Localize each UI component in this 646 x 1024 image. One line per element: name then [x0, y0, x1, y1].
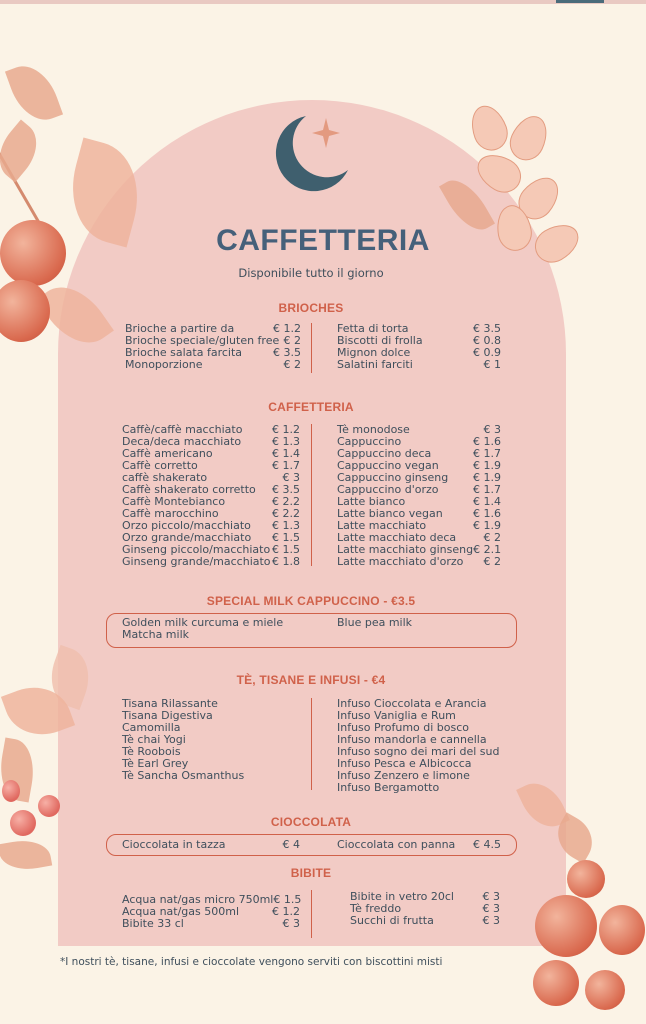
list-item: Latte macchiato deca € 2	[337, 531, 501, 544]
list-item: Cappuccino ginseng € 1.9	[337, 471, 501, 484]
list-item: Cappuccino deca € 1.7	[337, 447, 501, 460]
list-item: Brioche salata farcita € 3.5	[125, 346, 301, 359]
list-item: Matcha milk	[122, 628, 189, 641]
caffetteria-left-list	[122, 424, 300, 568]
section-title-te-tisane: TÈ, TISANE E INFUSI - €4	[236, 673, 386, 687]
list-item: Cioccolata in tazza € 4	[122, 838, 300, 851]
page-title: CAFFETTERIA	[216, 224, 430, 257]
list-item: Infuso Pesca e Albicocca	[337, 757, 472, 770]
footnote: *I nostri tè, tisane, infusi e cioccolate vengono serviti con biscottini misti	[60, 956, 443, 968]
list-item: Orzo grande/macchiato € 1.5	[122, 531, 300, 544]
special-left-list	[122, 617, 322, 641]
list-item: Camomilla	[122, 721, 181, 734]
divider	[311, 424, 312, 566]
bibite-left-list	[122, 894, 300, 930]
list-item: Mignon dolce € 0.9	[337, 346, 501, 359]
list-item: Salatini farciti € 1	[337, 358, 501, 371]
list-item: Biscotti di frolla € 0.8	[337, 334, 501, 347]
list-item: Infuso Zenzero e limone	[337, 769, 470, 782]
special-right-list	[337, 617, 497, 629]
list-item: Tè Earl Grey	[122, 757, 189, 770]
list-item: Latte macchiato € 1.9	[337, 519, 501, 532]
page-subtitle: Disponibile tutto il giorno	[238, 266, 384, 280]
cioccolata-right	[337, 839, 501, 851]
list-item: Caffè Montebianco € 2.2	[122, 495, 300, 508]
list-item: Caffè/caffè macchiato € 1.2	[122, 423, 300, 436]
list-item: Deca/deca macchiato € 1.3	[122, 435, 300, 448]
list-item: Tè monodose € 3	[337, 423, 501, 436]
bibite-right-list	[350, 891, 500, 927]
brioches-right-list	[337, 323, 501, 371]
section-title-bibite: BIBITE	[290, 866, 332, 880]
list-item: Brioche speciale/gluten free € 2	[125, 334, 301, 347]
list-item: caffè shakerato € 3	[122, 471, 300, 484]
list-item: Tè freddo € 3	[350, 902, 500, 915]
top-strip	[0, 0, 646, 4]
list-item: Latte bianco vegan € 1.6	[337, 507, 501, 520]
caffetteria-right-list	[337, 424, 501, 568]
moon-star-icon	[268, 110, 354, 196]
raspberry-branch-illustration	[0, 630, 120, 870]
list-item: Infuso sogno dei mari del sud	[337, 745, 500, 758]
top-strip-tab	[556, 0, 604, 3]
list-item: Caffè marocchino € 2.2	[122, 507, 300, 520]
list-item: Acqua nat/gas micro 750ml € 1.5	[122, 893, 302, 906]
list-item: Infuso Vaniglia e Rum	[337, 709, 456, 722]
brioches-left-list	[125, 323, 301, 371]
list-item: Infuso mandorla e cannella	[337, 733, 487, 746]
list-item: Cappuccino € 1.6	[337, 435, 501, 448]
list-item: Infuso Cioccolata e Arancia	[337, 697, 487, 710]
list-item: Fetta di torta € 3.5	[337, 322, 501, 335]
list-item: Latte macchiato ginseng € 2.1	[337, 543, 502, 556]
divider	[311, 890, 312, 938]
list-item: Tè chai Yogi	[122, 733, 186, 746]
section-title-cioccolata: CIOCCOLATA	[270, 815, 352, 829]
list-item: Tisana Digestiva	[122, 709, 213, 722]
list-item: Latte bianco € 1.4	[337, 495, 501, 508]
divider	[311, 323, 312, 373]
list-item: Caffè americano € 1.4	[122, 447, 300, 460]
list-item: Tè Roobois	[122, 745, 181, 758]
list-item: Infuso Profumo di bosco	[337, 721, 470, 734]
list-item: Orzo piccolo/macchiato € 1.3	[122, 519, 300, 532]
list-item: Tisana Rilassante	[122, 697, 218, 710]
te-left-list	[122, 698, 300, 782]
list-item: Brioche a partire da € 1.2	[125, 322, 301, 335]
list-item: Cappuccino d'orzo € 1.7	[337, 483, 501, 496]
list-item: Ginseng grande/macchiato € 1.8	[122, 555, 300, 568]
list-item: Blue pea milk	[337, 616, 413, 629]
list-item: Infuso Bergamotto	[337, 781, 440, 794]
te-right-list	[337, 698, 517, 794]
list-item: Bibite in vetro 20cl € 3	[350, 890, 500, 903]
list-item: Golden milk curcuma e miele	[122, 616, 284, 629]
list-item: Ginseng piccolo/macchiato € 1.5	[122, 543, 300, 556]
cioccolata-left	[122, 839, 300, 851]
list-item: Caffè shakerato corretto € 3.5	[122, 483, 300, 496]
divider	[311, 698, 312, 790]
list-item: Succhi di frutta € 3	[350, 914, 500, 927]
list-item: Cioccolata con panna € 4.5	[337, 838, 501, 851]
section-title-caffetteria: CAFFETTERIA	[268, 400, 354, 414]
list-item: Tè Sancha Osmanthus	[122, 769, 245, 782]
list-item: Latte macchiato d'orzo € 2	[337, 555, 501, 568]
section-title-special-milk: SPECIAL MILK CAPPUCCINO - €3.5	[206, 594, 416, 608]
list-item: Acqua nat/gas 500ml € 1.2	[122, 905, 300, 918]
section-title-brioches: BRIOCHES	[278, 301, 344, 315]
list-item: Bibite 33 cl € 3	[122, 917, 300, 930]
list-item: Monoporzione € 2	[125, 358, 301, 371]
list-item: Caffè corretto € 1.7	[122, 459, 300, 472]
list-item: Cappuccino vegan € 1.9	[337, 459, 501, 472]
